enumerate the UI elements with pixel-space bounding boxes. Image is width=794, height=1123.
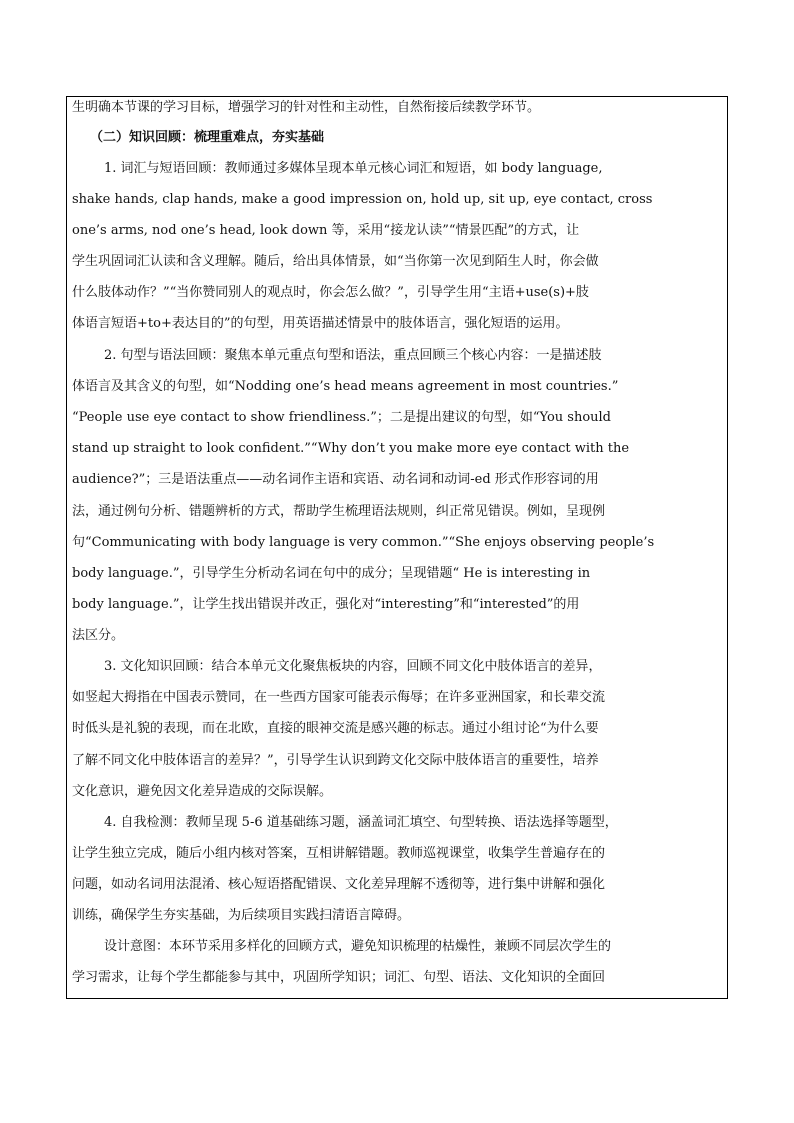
text-line: 训练，确保学生夯实基础，为后续项目实践扫清语言障碍。 — [72, 908, 411, 923]
text-line: 句“Communicating with body language is very common.”“She enjoys observing people’s — [72, 535, 655, 550]
text-line: “People use eye contact to show friendliness.”；二是提出建议的句型，如“You should — [72, 410, 611, 425]
text-line: 什么肢体动作？”“当你赞同别人的观点时，你会怎么做？”，引导学生用“主语+use(s)+肢 — [72, 285, 589, 300]
text-line: 1. 词汇与短语回顾：教师通过多媒体呈现本单元核心词汇和短语，如 body language, — [104, 161, 603, 176]
text-line: 学生巩固词汇认读和含义理解。随后，给出具体情景，如“当你第一次见到陌生人时，你会做 — [72, 254, 599, 269]
text-line: 让学生独立完成，随后小组内核对答案，互相讲解错题。教师巡视课堂，收集学生普遍存在的 — [72, 846, 606, 861]
text-line: 法，通过例句分析、错题辨析的方式，帮助学生梳理语法规则，纠正常见错误。例如，呈现例 — [72, 504, 606, 519]
text-line: 3. 文化知识回顾：结合本单元文化聚焦板块的内容，回顾不同文化中肢体语言的差异， — [104, 659, 602, 674]
text-line: 2. 句型与语法回顾：聚焦本单元重点句型和语法，重点回顾三个核心内容：一是描述肢 — [104, 348, 602, 363]
text-line: 学习需求，让每个学生都能参与其中，巩固所学知识；词汇、句型、语法、文化知识的全面回 — [72, 970, 606, 985]
section-heading: （二）知识回顾：梳理重难点，夯实基础 — [90, 130, 325, 145]
text-line: audience?”；三是语法重点——动名词作主语和宾语、动名词和动词-ed 形式作形容词的用 — [72, 472, 599, 487]
text-line: body language.”，让学生找出错误并改正，强化对“interesting”和“interested”的用 — [72, 597, 580, 612]
text-line: 如竖起大拇指在中国表示赞同，在一些西方国家可能表示侮辱；在许多亚洲国家，和长辈交流 — [72, 690, 606, 705]
text-line: one’s arms, nod one’s head, look down 等，采用“接龙认读”“情景匹配”的方式，让 — [72, 223, 580, 238]
text-line: 设计意图：本环节采用多样化的回顾方式，避免知识梳理的枯燥性，兼顾不同层次学生的 — [104, 939, 612, 954]
text-line: body language.”，引导学生分析动名词在句中的成分；呈现错题“ He is interesting in — [72, 566, 591, 581]
text-line: 体语言及其含义的句型，如“Nodding one’s head means agreement in most countries.” — [72, 379, 619, 394]
text-line: stand up straight to look confident.”“Why don’t you make more eye contact with the — [72, 441, 630, 456]
text-line: 生明确本节课的学习目标，增强学习的针对性和主动性，自然衔接后续教学环节。 — [72, 100, 541, 115]
text-line: shake hands, clap hands, make a good impression on, hold up, sit up, eye contact, cross — [72, 192, 653, 207]
text-line: 时低头是礼貌的表现，而在北欧，直接的眼神交流是感兴趣的标志。通过小组讨论“为什么要 — [72, 721, 599, 736]
text-line: 文化意识，避免因文化差异造成的交际误解。 — [72, 784, 333, 799]
text-line: 体语言短语+to+表达目的”的句型，用英语描述情景中的肢体语言，强化短语的运用。 — [72, 316, 569, 331]
text-line: 问题，如动名词用法混淆、核心短语搭配错误、文化差异理解不透彻等，进行集中讲解和强化 — [72, 877, 606, 892]
text-line: 法区分。 — [72, 628, 125, 643]
text-line: 4. 自我检测：教师呈现 5-6 道基础练习题，涵盖词汇填空、句型转换、语法选择等题型， — [104, 815, 618, 830]
text-line: 了解不同文化中肢体语言的差异？”，引导学生认识到跨文化交际中肢体语言的重要性，培养 — [72, 753, 599, 768]
